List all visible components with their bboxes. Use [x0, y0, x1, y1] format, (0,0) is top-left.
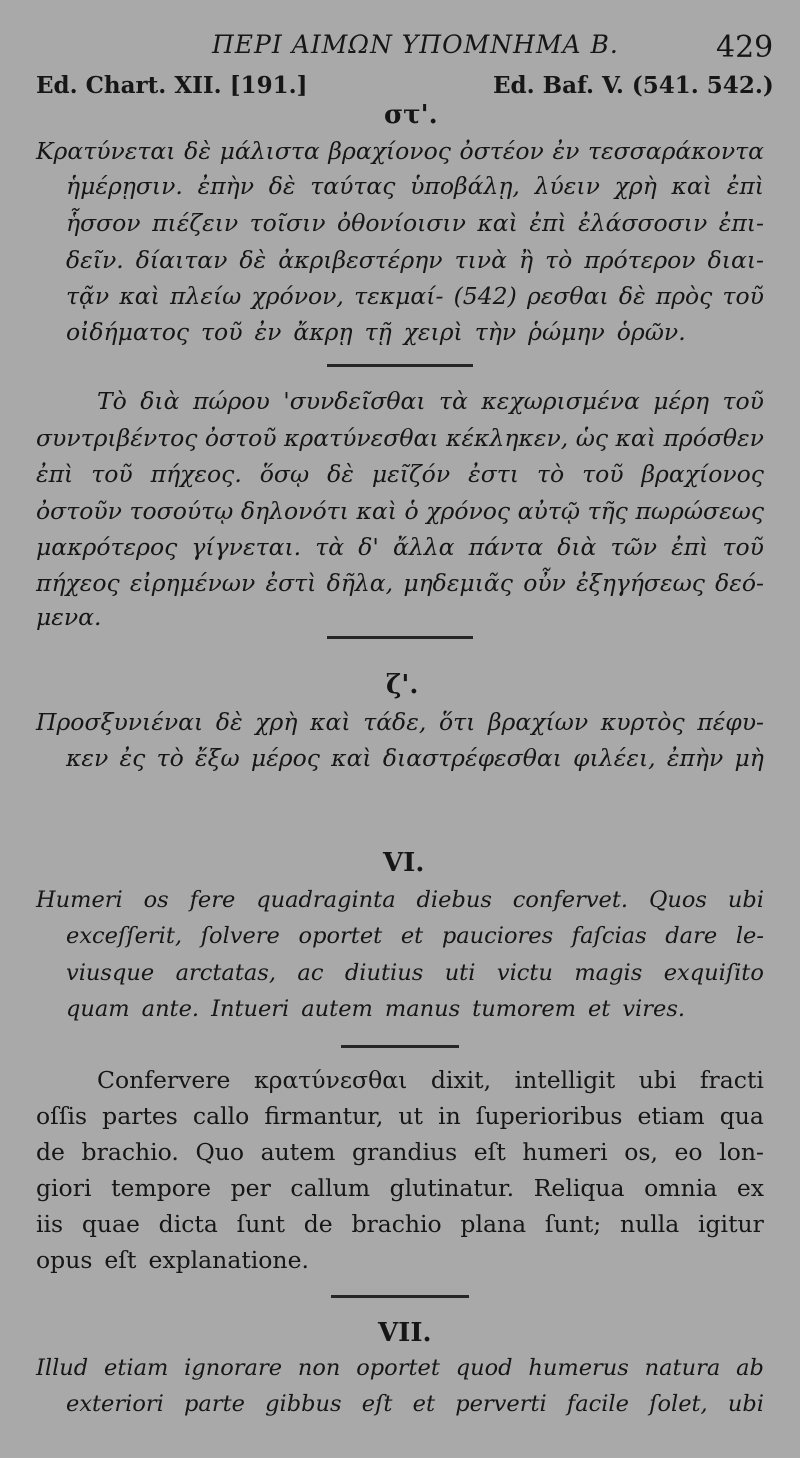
- section-divider: [327, 636, 473, 639]
- word: τῇ: [364, 318, 392, 346]
- word: πρόσθεν: [663, 424, 764, 452]
- section-number-greek-7: ζ'.: [386, 670, 419, 700]
- word: ubi: [638, 1066, 677, 1094]
- word: δεό-: [715, 569, 764, 597]
- word: τὸ: [545, 246, 573, 274]
- text-line: [66, 209, 764, 237]
- word: τινὰ: [454, 246, 507, 274]
- word: τὰ: [439, 387, 468, 415]
- word: ὡς: [575, 424, 609, 452]
- word: δηλονότι: [240, 497, 349, 525]
- section-number-latin-7: VII.: [378, 1318, 432, 1348]
- word: ῥώμην: [528, 318, 605, 346]
- word: ἡμέρῃσιν.: [66, 172, 183, 200]
- section-divider: [341, 1045, 459, 1048]
- section-number-greek-6: στ'.: [384, 100, 438, 130]
- word: eſt: [361, 1391, 393, 1417]
- word: διαστρέφεσθαι: [382, 744, 562, 772]
- word: ac: [297, 960, 324, 986]
- word: τὸ: [156, 744, 184, 772]
- word: giori: [36, 1174, 92, 1202]
- word: μὴ: [734, 744, 764, 772]
- word: δὲ: [268, 172, 296, 200]
- word: καὶ: [119, 282, 160, 310]
- word: faſcias: [571, 923, 647, 949]
- word: lon-: [719, 1138, 764, 1166]
- text-line: [36, 1102, 764, 1130]
- word: μενα.: [36, 603, 102, 631]
- text-line: [66, 246, 764, 274]
- word: os,: [624, 1138, 658, 1166]
- word: ἐπὶ: [529, 209, 567, 237]
- word: ἐπὶ: [36, 460, 74, 488]
- word: brachio: [351, 1210, 442, 1238]
- word: eſt: [473, 1138, 506, 1166]
- word: ἐς: [119, 744, 146, 772]
- word: humeri: [522, 1138, 608, 1166]
- word: oſſis: [36, 1102, 88, 1130]
- word: fere: [189, 887, 236, 913]
- text-line: [66, 282, 764, 310]
- word: exquiſito: [663, 960, 764, 986]
- word: ἐστι: [468, 460, 519, 488]
- word: πέφυ-: [697, 708, 764, 736]
- text-line: [66, 744, 764, 772]
- word: πλείω: [170, 282, 242, 310]
- text-line: [97, 387, 764, 415]
- word: viusque: [66, 960, 155, 986]
- text-line: [36, 603, 764, 631]
- text-line: [36, 1138, 764, 1166]
- word: μεῖζόν: [371, 460, 451, 488]
- text-line: [36, 533, 764, 561]
- word: τᾷν: [66, 282, 110, 310]
- word: τεσσαράκοντα: [588, 137, 764, 165]
- text-line: [66, 996, 764, 1022]
- word: Quos: [648, 887, 707, 913]
- word: ἐπι-: [718, 209, 764, 237]
- word: μακρότερος: [36, 533, 178, 561]
- word: τοῦ: [91, 460, 133, 488]
- text-line: [36, 887, 764, 913]
- word: χρόνος: [426, 497, 511, 525]
- word: καὶ: [615, 424, 656, 452]
- word: Quo: [195, 1138, 245, 1166]
- word: Κρατύνεται: [36, 137, 176, 165]
- word: βραχίονος: [328, 137, 451, 165]
- word: ἐπὶ: [726, 172, 764, 200]
- word: per: [230, 1174, 271, 1202]
- word: dicta: [158, 1210, 218, 1238]
- word: ὅτι: [438, 708, 476, 736]
- word: μέρη: [653, 387, 710, 415]
- text-line: [36, 1355, 764, 1381]
- word: δὲ: [184, 137, 211, 165]
- word: dare: [665, 923, 718, 949]
- text-line: [36, 708, 764, 736]
- word: τὴν: [474, 318, 517, 346]
- word: ἐστὶ: [265, 569, 317, 597]
- word: δὲ: [618, 282, 646, 310]
- word: μηδεμιᾶς: [403, 569, 513, 597]
- word: ὀστέον: [459, 137, 544, 165]
- word: πιέζειν: [152, 209, 239, 237]
- word: χειρὶ: [403, 318, 463, 346]
- word: exteriori: [66, 1391, 164, 1417]
- word: partes: [102, 1102, 178, 1130]
- text-line: [66, 1391, 764, 1417]
- word: ἀκριβεστέρην: [278, 246, 443, 274]
- text-line: [36, 1210, 764, 1238]
- word: ὅσῳ: [259, 460, 310, 488]
- word: tempore: [111, 1174, 212, 1202]
- word: τὸ: [536, 460, 565, 488]
- text-line: [36, 497, 764, 525]
- text-line: [66, 172, 764, 200]
- word: explanatione.: [148, 1246, 309, 1274]
- word: πήχεος.: [150, 460, 242, 488]
- word: τῆς: [587, 497, 628, 525]
- word: μέρος: [250, 744, 320, 772]
- word: facile: [566, 1391, 629, 1417]
- word: τοῦ: [722, 282, 764, 310]
- word: (542): [453, 282, 517, 310]
- text-line: [97, 1066, 764, 1094]
- word: ex: [736, 1174, 764, 1202]
- word: ἐλάσσοσιν: [578, 209, 708, 237]
- word: καὶ: [671, 172, 712, 200]
- word: ubi: [727, 887, 764, 913]
- word: firmantur,: [264, 1102, 384, 1130]
- word: ταύτας: [310, 172, 396, 200]
- word: δεῖν.: [66, 246, 124, 274]
- text-line: [36, 1246, 764, 1274]
- word: igitur: [698, 1210, 764, 1238]
- word: ἄκρῃ: [293, 318, 353, 346]
- word: πωρώσεως: [635, 497, 764, 525]
- word: γίγνεται.: [191, 533, 302, 561]
- text-line: [66, 960, 764, 986]
- word: oportet: [356, 1355, 440, 1381]
- text-line: [36, 424, 764, 452]
- word: πρότερον: [584, 246, 696, 274]
- word: αὐτῷ: [517, 497, 580, 525]
- word: parte: [184, 1391, 245, 1417]
- word: eo: [674, 1138, 703, 1166]
- word: 'συνδεῖσθαι: [283, 387, 426, 415]
- word: intelligit: [514, 1066, 616, 1094]
- word: humerus: [528, 1355, 629, 1381]
- text-line: [36, 569, 764, 597]
- word: πρὸς: [655, 282, 713, 310]
- word: et: [400, 923, 424, 949]
- word: quam: [66, 996, 130, 1022]
- word: ἐπὶ: [671, 533, 709, 561]
- word: ἔξω: [194, 744, 240, 772]
- word: Intueri: [211, 996, 290, 1022]
- word: κρατύνεσθαι: [253, 1066, 408, 1094]
- word: ignorare: [184, 1355, 283, 1381]
- word: βραχίονος: [641, 460, 764, 488]
- word: καὶ: [310, 708, 351, 736]
- word: iis: [36, 1210, 64, 1238]
- word: κυρτὸς: [600, 708, 685, 736]
- word: οἰδήματος: [66, 318, 190, 346]
- word: quod: [455, 1355, 513, 1381]
- section-number-latin-6: VI.: [383, 848, 425, 878]
- word: fracti: [699, 1066, 764, 1094]
- word: Illud: [36, 1355, 89, 1381]
- word: diebus: [416, 887, 492, 913]
- text-line: [36, 460, 764, 488]
- word: φιλέει,: [573, 744, 656, 772]
- word: ubi: [727, 1391, 764, 1417]
- word: δὲ: [327, 460, 354, 488]
- word: χρὴ: [614, 172, 657, 200]
- word: callum: [290, 1174, 371, 1202]
- word: δὲ: [215, 708, 243, 736]
- word: τὰ: [315, 533, 345, 561]
- word: Humeri: [36, 887, 123, 913]
- word: nulla: [619, 1210, 680, 1238]
- word: ab: [736, 1355, 764, 1381]
- word: ὑποβάλῃ,: [410, 172, 520, 200]
- word: ἐπὴν: [666, 744, 724, 772]
- word: ſunt: [236, 1210, 286, 1238]
- word: ἐν: [552, 137, 580, 165]
- word: gibbus: [265, 1391, 342, 1417]
- word: κρατύνεσθαι: [284, 424, 439, 452]
- word: opus: [36, 1246, 93, 1274]
- word: manus: [384, 996, 461, 1022]
- word: magis: [574, 960, 643, 986]
- word: in: [438, 1102, 461, 1130]
- word: et: [412, 1391, 435, 1417]
- word: τοῦ: [722, 387, 764, 415]
- word: καὶ: [356, 497, 397, 525]
- word: μάλιστα: [219, 137, 320, 165]
- word: natura: [644, 1355, 721, 1381]
- word: ὁ: [404, 497, 419, 525]
- word: oportet: [298, 923, 383, 949]
- word: τάδε,: [363, 708, 427, 736]
- word: tumorem: [472, 996, 576, 1022]
- word: ſuperioribus: [475, 1102, 623, 1130]
- word: plana: [460, 1210, 527, 1238]
- word: εἰρημένων: [129, 569, 256, 597]
- word: ut: [398, 1102, 424, 1130]
- text-line: [36, 137, 764, 165]
- word: πήχεος: [36, 569, 120, 597]
- word: ante.: [141, 996, 200, 1022]
- word: χρὴ: [255, 708, 298, 736]
- word: Προσξυνιέναι: [36, 708, 204, 736]
- word: διὰ: [557, 533, 597, 561]
- word: συντριβέντος: [36, 424, 198, 452]
- word: κέκληκεν,: [446, 424, 569, 452]
- word: δίαιταν: [135, 246, 228, 274]
- word: de: [36, 1138, 65, 1166]
- word: victu: [496, 960, 553, 986]
- word: κεν: [66, 744, 109, 772]
- word: uti: [444, 960, 476, 986]
- word: χρόνον,: [251, 282, 344, 310]
- word: Τὸ: [97, 387, 127, 415]
- word: ὀστοῦν: [36, 497, 122, 525]
- word: οὖν: [523, 569, 566, 597]
- word: διαι-: [707, 246, 764, 274]
- word: quadraginta: [256, 887, 396, 913]
- word: δῆλα,: [326, 569, 394, 597]
- word: ὀθονίοισιν: [337, 209, 466, 237]
- word: qua: [719, 1102, 764, 1130]
- word: καὶ: [477, 209, 518, 237]
- word: perverti: [455, 1391, 547, 1417]
- word: πάντα: [468, 533, 544, 561]
- word: τοῦ: [722, 533, 764, 561]
- word: non: [297, 1355, 341, 1381]
- word: autem: [260, 1138, 336, 1166]
- page-number: 429: [716, 30, 774, 65]
- word: le-: [735, 923, 764, 949]
- word: ὀστοῦ: [204, 424, 277, 452]
- word: et: [587, 996, 611, 1022]
- word: ἐν: [254, 318, 282, 346]
- word: arctatas,: [175, 960, 276, 986]
- word: τοσούτῳ: [129, 497, 234, 525]
- word: pauciores: [441, 923, 554, 949]
- word: ſolvere: [200, 923, 280, 949]
- word: dixit,: [430, 1066, 492, 1094]
- word: vires.: [622, 996, 686, 1022]
- word: τεκμαί-: [354, 282, 444, 310]
- word: callo: [192, 1102, 250, 1130]
- word: Confervere: [97, 1066, 231, 1094]
- word: τοῦ: [582, 460, 624, 488]
- word: ſunt;: [544, 1210, 602, 1238]
- word: eſt: [104, 1246, 137, 1274]
- word: etiam: [104, 1355, 169, 1381]
- word: τοῦ: [201, 318, 243, 346]
- word: διὰ: [140, 387, 180, 415]
- word: καὶ: [331, 744, 372, 772]
- word: δὲ: [239, 246, 267, 274]
- word: ἢ: [518, 246, 534, 274]
- word: τῶν: [610, 533, 657, 561]
- word: πώρου: [192, 387, 270, 415]
- running-title: ΠΕΡΙ ΑΙΜΩΝ ΥΠΟΜΝΗΜΑ Β.: [212, 30, 619, 59]
- word: omnia: [644, 1174, 718, 1202]
- word: de: [303, 1210, 333, 1238]
- word: τοῖσιν: [249, 209, 326, 237]
- word: ρεσθαι: [526, 282, 609, 310]
- word: etiam: [637, 1102, 705, 1130]
- edition-reference-left: Ed. Chart. XII. [191.]: [36, 72, 308, 99]
- word: ſolet,: [649, 1391, 708, 1417]
- word: quae: [81, 1210, 140, 1238]
- word: ἄλλα: [392, 533, 455, 561]
- word: δ': [358, 533, 379, 561]
- word: ἧσσον: [66, 209, 141, 237]
- word: Reliqua: [533, 1174, 625, 1202]
- word: ὁρῶν.: [616, 318, 686, 346]
- text-line: [66, 923, 764, 949]
- word: βραχίων: [487, 708, 589, 736]
- word: glutinatur.: [389, 1174, 515, 1202]
- text-line: [66, 318, 764, 346]
- word: λύειν: [534, 172, 600, 200]
- text-line: [36, 1174, 764, 1202]
- word: autem: [301, 996, 373, 1022]
- section-divider: [327, 364, 473, 367]
- word: exceſſerit,: [66, 923, 183, 949]
- word: confervet.: [512, 887, 629, 913]
- word: grandius: [351, 1138, 458, 1166]
- word: ἐξηγήσεως: [576, 569, 705, 597]
- word: os: [143, 887, 169, 913]
- word: ἐπὴν: [197, 172, 255, 200]
- section-divider: [331, 1295, 469, 1298]
- word: κεχωρισμένα: [481, 387, 640, 415]
- word: brachio.: [81, 1138, 179, 1166]
- word: diutius: [344, 960, 424, 986]
- edition-reference-right: Ed. Baf. V. (541. 542.): [493, 72, 774, 99]
